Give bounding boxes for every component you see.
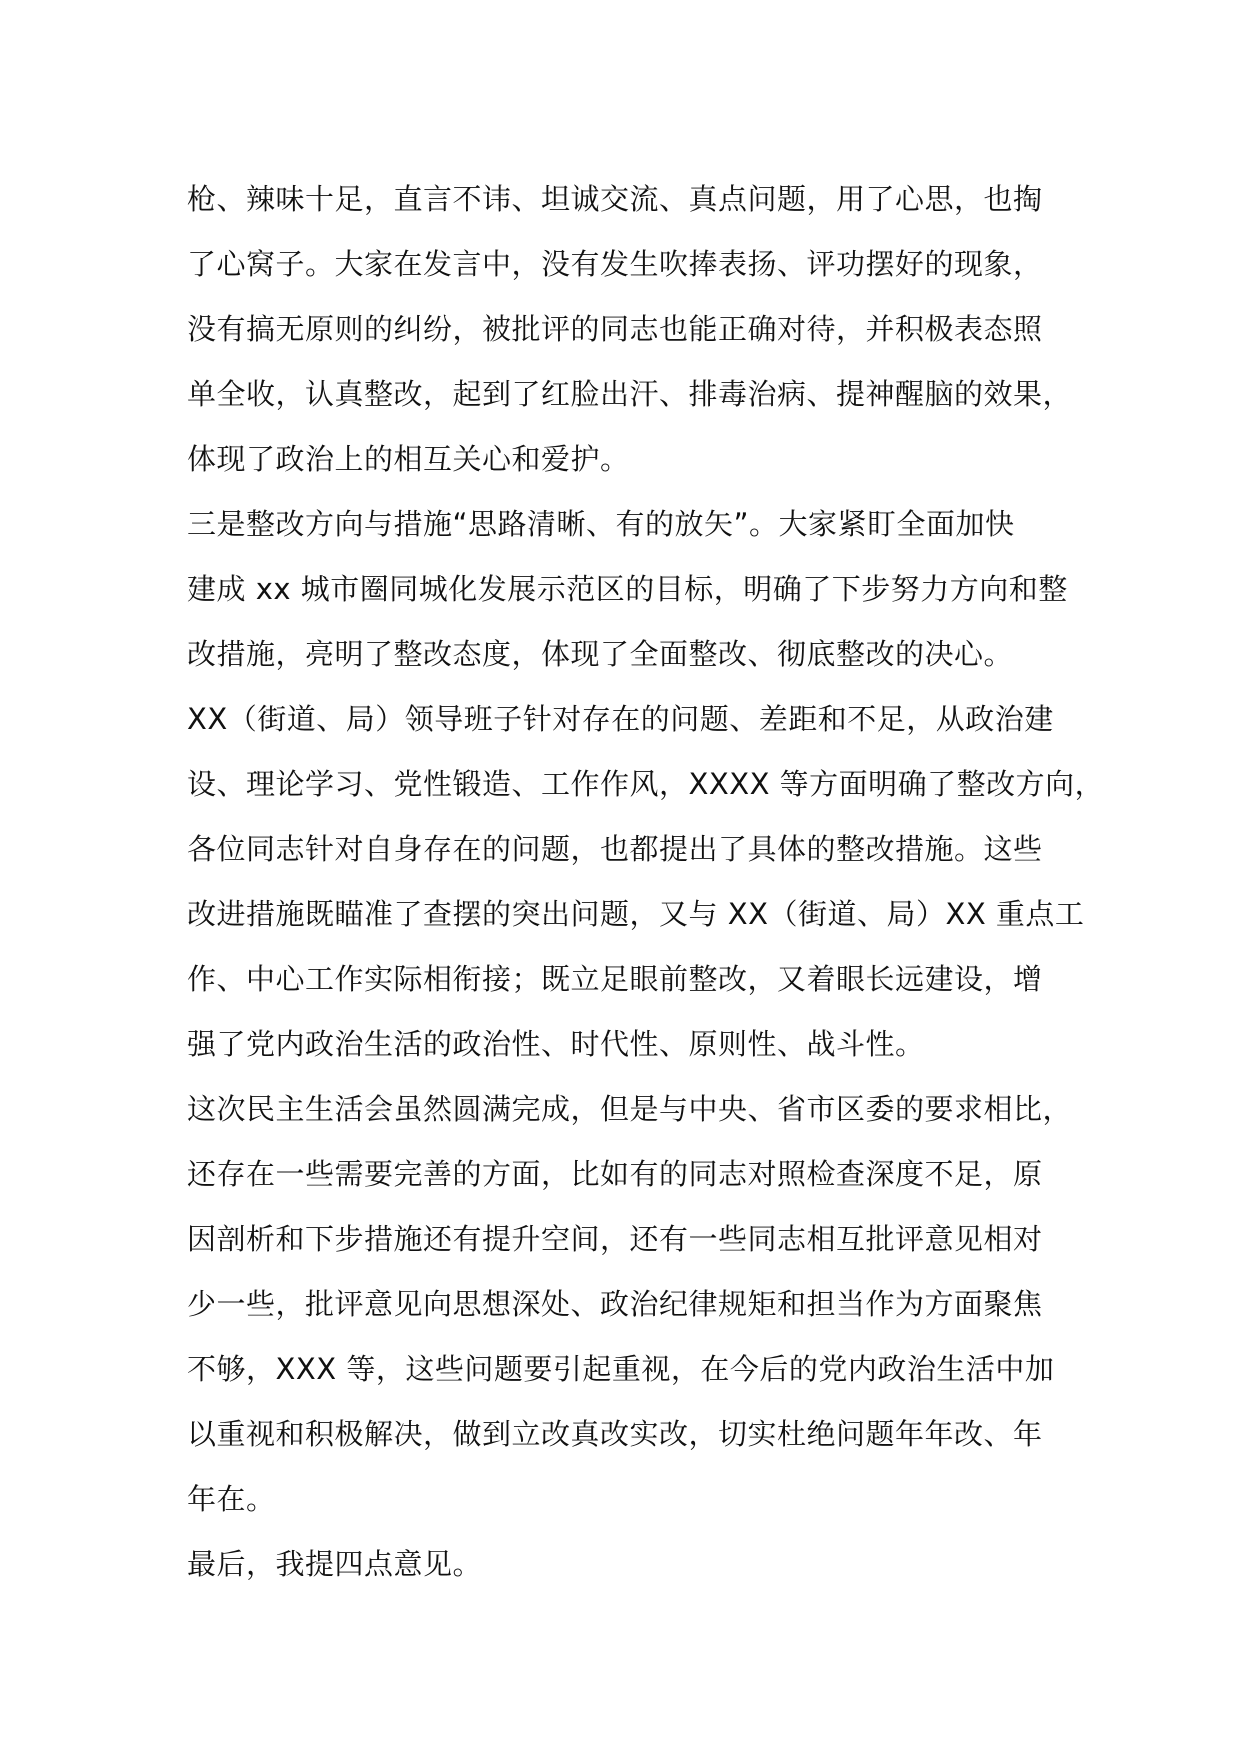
text-line: 三是整改方向与措施“思路清晰、有的放矢”。大家紧盯全面加快	[187, 507, 1015, 541]
text-line: 单全收，认真整改，起到了红脸出汗、排毒治病、提神醒脑的效果，	[187, 377, 1073, 411]
text-line: 少一些，批评意见向思想深处、政治纪律规矩和担当作为方面聚焦	[187, 1287, 1043, 1321]
text-line: 还存在一些需要完善的方面，比如有的同志对照检查深度不足，原	[187, 1157, 1043, 1191]
text-line: 因剖析和下步措施还有提升空间，还有一些同志相互批评意见相对	[187, 1222, 1043, 1256]
text-line: 强了党内政治生活的政治性、时代性、原则性、战斗性。	[187, 1027, 925, 1061]
text-line: 各位同志针对自身存在的问题，也都提出了具体的整改措施。这些	[187, 832, 1043, 866]
text-line: 改进措施既瞄准了查摆的突出问题，又与 XX（街道、局）XX 重点工	[187, 897, 1085, 931]
text-line: 体现了政治上的相互关心和爱护。	[187, 442, 630, 476]
text-line: 年在。	[187, 1482, 276, 1516]
document-body	[187, 167, 1105, 1597]
text-line: 改措施，亮明了整改态度，体现了全面整改、彻底整改的决心。	[187, 637, 1014, 671]
text-line: 建成 xx 城市圈同城化发展示范区的目标，明确了下步努力方向和整	[187, 572, 1068, 606]
text-line: 这次民主生活会虽然圆满完成，但是与中央、省市区委的要求相比，	[187, 1092, 1073, 1126]
text-line: 不够，XXX 等，这些问题要引起重视，在今后的党内政治生活中加	[187, 1352, 1055, 1386]
text-line: 以重视和积极解决，做到立改真改实改，切实杜绝问题年年改、年	[187, 1417, 1043, 1451]
text-line: XX（街道、局）领导班子针对存在的问题、差距和不足，从政治建	[187, 702, 1054, 736]
text-line: 没有搞无原则的纠纷，被批评的同志也能正确对待，并积极表态照	[187, 312, 1043, 346]
text-line: 了心窝子。大家在发言中，没有发生吹捧表扬、评功摆好的现象，	[187, 247, 1043, 281]
text-line: 枪、辣味十足，直言不讳、坦诚交流、真点问题，用了心思，也掏	[187, 182, 1043, 216]
text-line: 设、理论学习、党性锻造、工作作风，XXXX 等方面明确了整改方向，	[187, 767, 1105, 801]
text-line: 作、中心工作实际相衔接；既立足眼前整改，又着眼长远建设，增	[187, 962, 1043, 996]
text-line: 最后，我提四点意见。	[187, 1547, 483, 1581]
